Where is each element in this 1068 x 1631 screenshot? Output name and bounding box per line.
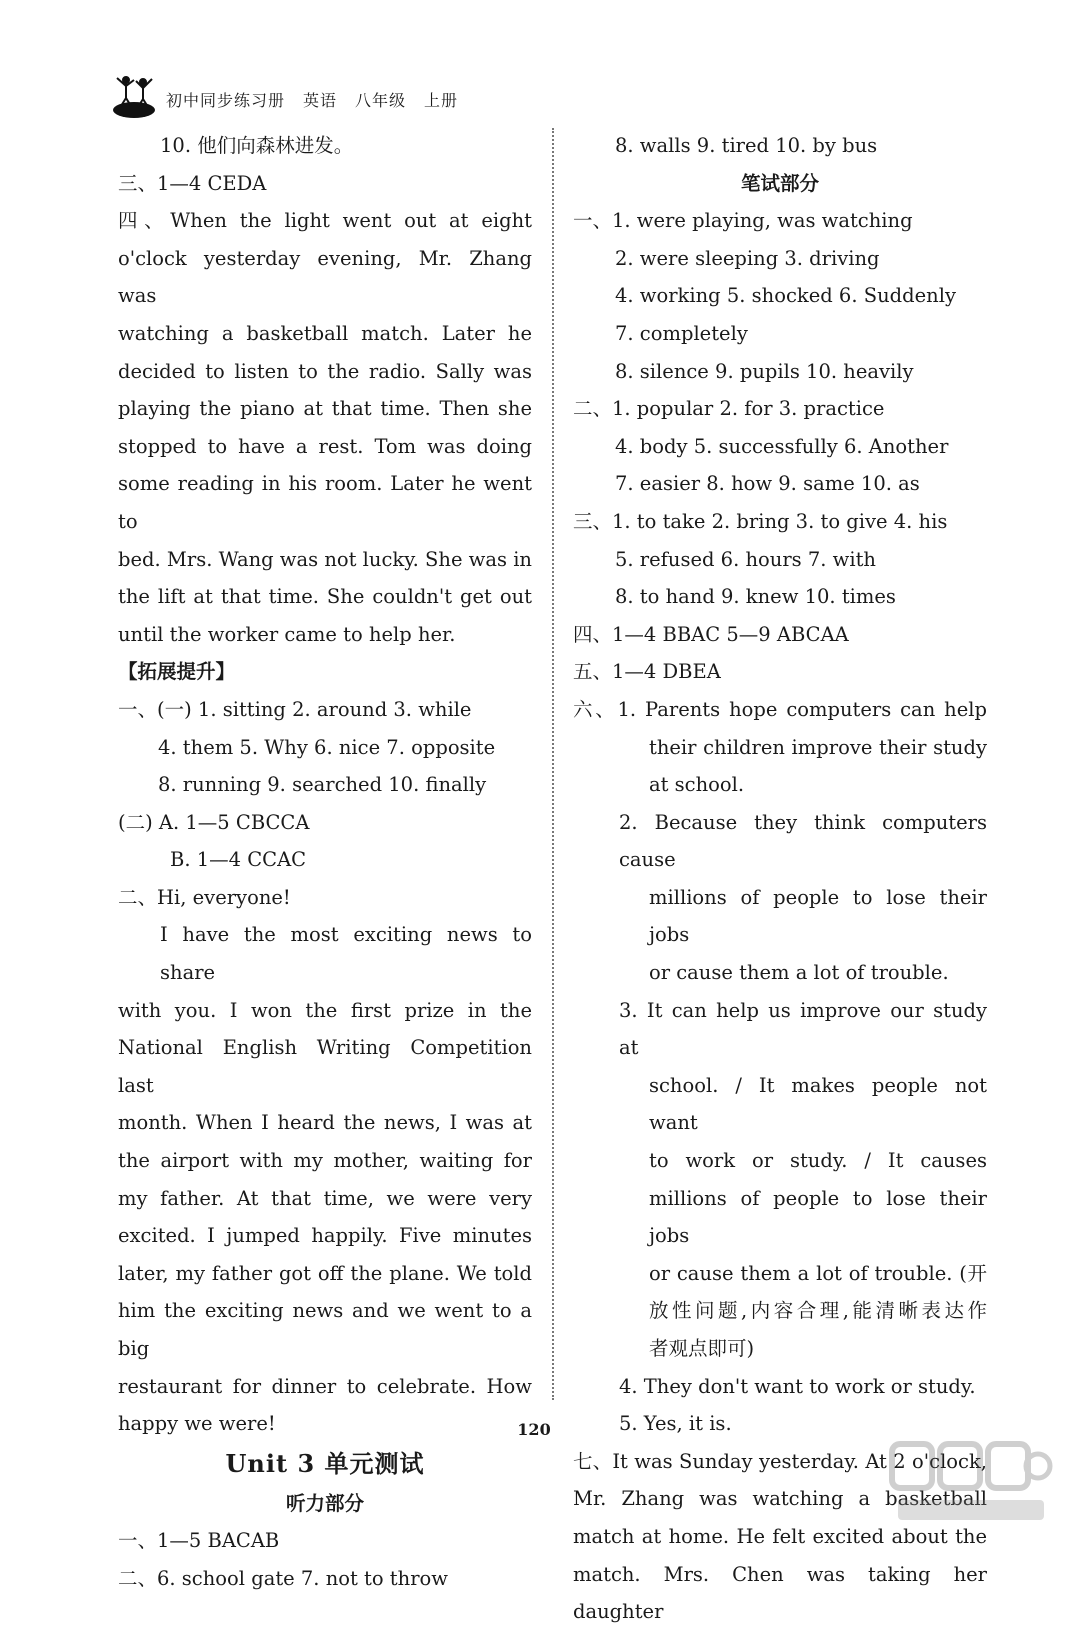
essay-line: restaurant for dinner to celebrate. How [118, 1374, 532, 1398]
essay-line: happy we were! [118, 1412, 276, 1436]
answer-line: 2. Because they think computers cause [619, 810, 987, 872]
answer-line: B. 1—4 CCAC [170, 848, 307, 872]
unit-title: Unit 3 单元测试 [225, 1448, 425, 1478]
paragraph-line: o'clock yesterday evening, Mr. Zhang was [118, 246, 532, 308]
q6-label: 六、 [573, 697, 618, 721]
answer-line: 10. 他们向森林进发。 [160, 134, 354, 157]
answer-line: 8. walls 9. tired 10. by bus [615, 134, 878, 157]
paragraph-line: 四、When the light went out at eight [118, 209, 532, 233]
book-title: 初中同步练习册 [166, 91, 286, 110]
answer-line: at school. [649, 773, 745, 797]
answer-line: 8. running 9. searched 10. finally [158, 773, 487, 797]
paragraph-line: until the worker came to help her. [118, 622, 456, 646]
watermark-icon [888, 1436, 1054, 1528]
answer-line: 三、1—4 CEDA [118, 171, 267, 195]
answer-line: (二) A. 1—5 CBCCA [118, 810, 310, 834]
grade: 八年级 [355, 91, 407, 110]
subject: 英语 [303, 91, 338, 110]
column-divider [552, 128, 554, 1400]
essay-line: my father. At that time, we were very [118, 1186, 532, 1210]
answer-line: their children improve their study [649, 735, 987, 759]
answer-line: 五、1—4 DBEA [573, 660, 721, 684]
written-title: 笔试部分 [740, 171, 819, 195]
answer-line: 4. them 5. Why 6. nice 7. opposite [158, 735, 496, 759]
paragraph-line: some reading in his room. Later he went to [118, 472, 532, 533]
section-title: 【拓展提升】 [118, 660, 236, 684]
answer-line: 5. Yes, it is. [619, 1412, 732, 1436]
answer-line: 一、1—5 BACAB [118, 1529, 280, 1553]
answer-line: 4. working 5. shocked 6. Suddenly [615, 284, 956, 308]
answer-line: to work or study. / It causes [649, 1149, 987, 1173]
dancers-logo-icon [112, 74, 158, 120]
answer-line: 2. were sleeping 3. driving [615, 246, 880, 270]
essay-line: excited. I jumped happily. Five minutes [118, 1224, 532, 1248]
page-header [112, 74, 512, 124]
answer-line: 者观点即可) [649, 1337, 755, 1360]
paragraph-line: playing the piano at that time. Then she [118, 397, 532, 421]
paragraph-line: match at home. He felt excited about the [573, 1524, 987, 1548]
paragraph-line: match. Mrs. Chen was taking her daughter [573, 1562, 987, 1624]
answer-line: 8. to hand 9. knew 10. times [615, 585, 896, 609]
answer-line: 7. completely [615, 321, 748, 345]
answer-line: 四、1—4 BBAC 5—9 ABCAA [573, 622, 849, 646]
header-title [166, 88, 476, 111]
answer-line: 5. refused 6. hours 7. with [615, 547, 876, 571]
answer-line: 三、1. to take 2. bring 3. to give 4. his [573, 509, 948, 533]
left-column [118, 127, 532, 1598]
essay-line: with you. I won the first prize in the [118, 998, 532, 1022]
answer-line: 二、6. school gate 7. not to throw [118, 1566, 448, 1590]
q6-text: 1. Parents hope computers can help [617, 697, 987, 721]
paragraph-line: decided to listen to the radio. Sally was [118, 359, 532, 383]
essay-line: I have the most exciting news to share [160, 923, 532, 985]
answer-line: 7. easier 8. how 9. same 10. as [615, 472, 920, 496]
answer-line: or cause them a lot of trouble. (开 [649, 1261, 987, 1285]
page-number: 120 [517, 1420, 551, 1439]
paragraph-line: watching a basketball match. Later he [118, 321, 532, 345]
listening-title: 听力部分 [285, 1491, 364, 1515]
answer-line: 放性问题,内容合理,能清晰表达作 [649, 1299, 987, 1323]
volume: 上册 [424, 91, 459, 110]
essay-line: National English Writing Competition last [118, 1036, 532, 1097]
right-column [573, 127, 987, 1631]
essay-line: him the exciting news and we went to a big [118, 1299, 532, 1360]
essay-line: the airport with my mother, waiting for [118, 1149, 532, 1173]
paragraph-line: 七、It was Sunday yesterday. At 2 o'clock, [573, 1449, 987, 1473]
paragraph-line: Mr. Zhang was watching a basketball [573, 1487, 987, 1511]
answer-line: 4. body 5. successfully 6. Another [615, 434, 949, 458]
answer-line: 3. It can help us improve our study at [619, 998, 987, 1060]
paragraph-line: bed. Mrs. Wang was not lucky. She was in [118, 547, 532, 571]
essay-line: later, my father got off the plane. We told [118, 1261, 532, 1285]
paragraph-line: the lift at that time. She couldn't get out [118, 585, 532, 609]
answer-line: school. / It makes people not want [649, 1073, 987, 1135]
paragraph-line: stopped to have a rest. Tom was doing [118, 434, 532, 458]
answer-line: 二、Hi, everyone! [118, 885, 291, 909]
answer-line: 8. silence 9. pupils 10. heavily [615, 359, 914, 383]
answer-line: 一、(一) 1. sitting 2. around 3. while [118, 697, 472, 721]
answer-line: 一、1. were playing, was watching [573, 209, 913, 233]
answer-line: 4. They don't want to work or study. [619, 1374, 976, 1398]
answer-line: millions of people to lose their jobs [649, 885, 987, 947]
answer-line: 二、1. popular 2. for 3. practice [573, 397, 885, 421]
essay-line: month. When I heard the news, I was at [118, 1111, 532, 1135]
answer-line: millions of people to lose their jobs [649, 1186, 987, 1248]
answer-line [573, 691, 987, 729]
answer-line: or cause them a lot of trouble. [649, 961, 949, 985]
